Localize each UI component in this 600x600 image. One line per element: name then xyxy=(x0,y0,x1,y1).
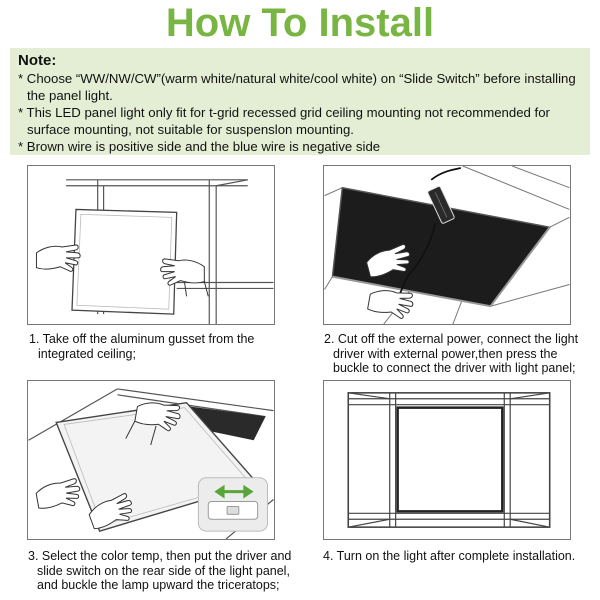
step-4-text: 4. Turn on the light after complete installation. xyxy=(323,549,576,563)
step-4-illustration xyxy=(323,380,571,540)
step-2-text-continued: driver with external power,then press the xyxy=(333,346,558,361)
step-2-caption xyxy=(324,332,592,376)
step-1-caption xyxy=(29,332,297,361)
note-item-mounting: * This LED panel light only fit for t-grid recessed grid ceiling mounting not recommended for xyxy=(18,105,550,120)
step-3-drawing xyxy=(28,381,274,539)
step-3-text: 3. Select the color temp, then put the driver and xyxy=(28,549,292,563)
note-heading: Note: xyxy=(18,52,57,69)
step-1-drawing xyxy=(28,166,274,324)
installed-light-panel xyxy=(398,408,503,512)
note-item-color-switch-continued: the panel light. xyxy=(27,88,113,103)
slide-switch-inset xyxy=(198,478,267,531)
step-2-illustration xyxy=(323,165,571,325)
note-item-color-switch: * Choose “WW/NW/CW”(warm white/natural white/cool white) on “Slide Switch” before installing xyxy=(18,71,576,86)
step-1-text-continued: integrated ceiling; xyxy=(38,346,136,361)
page-title: How To Install xyxy=(165,1,435,45)
hand-bottom-left xyxy=(35,478,83,512)
step-2-text-continued-2: buckle to connect the driver with light panel; xyxy=(333,361,576,375)
step-4-caption xyxy=(323,549,591,564)
slide-switch-knob xyxy=(227,506,239,514)
step-2-text: 2. Cut off the external power, connect the light xyxy=(324,332,579,346)
step-1-illustration xyxy=(27,165,275,325)
note-item-wiring: * Brown wire is positive side and the blue wire is negative side xyxy=(18,139,381,154)
note-item-mounting-continued: surface mounting, not suitable for suspenslon mounting. xyxy=(27,122,354,137)
light-panel xyxy=(72,209,177,314)
note-box xyxy=(10,48,590,155)
step-1-text: 1. Take off the aluminum gusset from the xyxy=(29,332,255,346)
step-4-drawing xyxy=(324,381,570,539)
step-3-text-continued-2: and buckle the lamp upward the triceratops; xyxy=(37,578,280,592)
step-3-caption xyxy=(28,549,296,593)
step-3-text-continued: slide switch on the rear side of the light panel, xyxy=(37,563,290,578)
step-2-drawing xyxy=(324,166,570,324)
step-3-illustration xyxy=(27,380,275,540)
